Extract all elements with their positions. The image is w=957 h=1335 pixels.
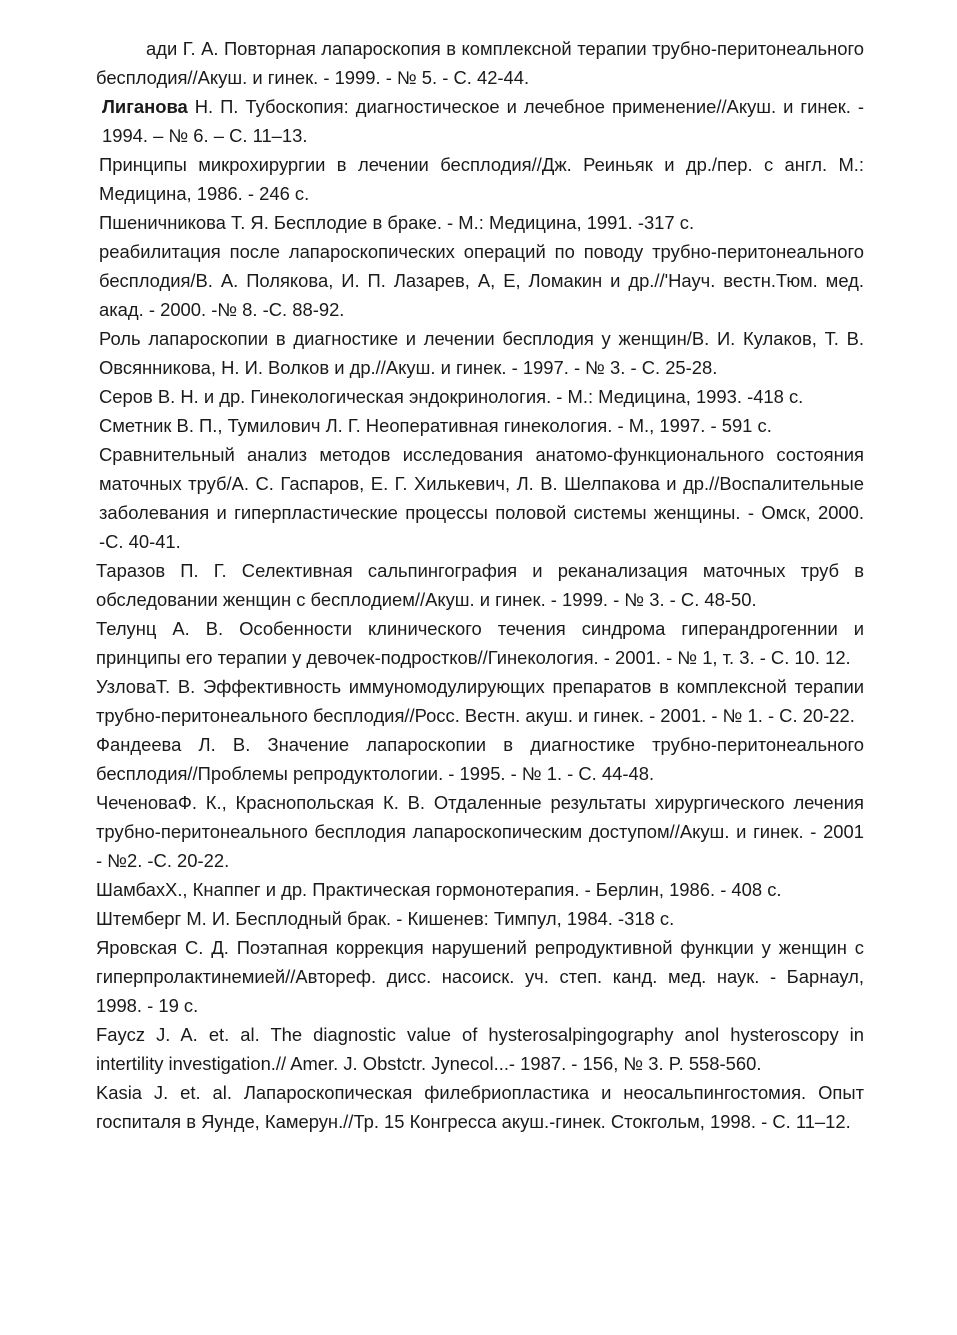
reference-text: Пшеничникова Т. Я. Бесплодие в браке. - М.: Медицина, 1991. -317 с. bbox=[99, 212, 695, 233]
reference-entry bbox=[96, 34, 864, 92]
reference-entry bbox=[96, 1020, 864, 1078]
reference-entry bbox=[96, 788, 864, 875]
reference-entry bbox=[96, 324, 864, 382]
reference-text: Таразов П. Г. Селективная сальпингография и реканализация маточных труб в обследовании женщин с бесплодием//Акуш. и гинек. - 1999. - № 3. - С. 48-50. bbox=[96, 560, 864, 610]
reference-text: Телунц А. В. Особенности клинического течения синдрома гиперандрогеннии и принципы его терапии у девочек-подростков//Гинекология. - 2001. - № 1, т. 3. - С. 10. 12. bbox=[96, 618, 864, 668]
reference-entry bbox=[96, 150, 864, 208]
reference-entry bbox=[96, 208, 864, 237]
reference-entry bbox=[96, 440, 864, 556]
reference-entry bbox=[96, 382, 864, 411]
reference-entry bbox=[96, 411, 864, 440]
reference-text: Faycz J. A. et. al. The diagnostic value of hysterosalpingography anol hysteroscopy in intertility investigation.// Amer. J. Obstctr. Jynecol...- 1987. - 156, № 3. P. 558-560. bbox=[96, 1024, 864, 1074]
reference-text: Н. П. Тубоскопия: диагностическое и лечебное применение//Акуш. и гинек. - 1994. – № 6. – С. 11–13. bbox=[102, 96, 864, 146]
reference-entry bbox=[96, 556, 864, 614]
reference-text: ШамбахХ., Кнаппег и др. Практическая гормонотерапия. - Берлин, 1986. - 408 с. bbox=[96, 879, 782, 900]
reference-text: Серов В. Н. и др. Гинекологическая эндокринология. - М.: Медицина, 1993. -418 с. bbox=[99, 386, 804, 407]
reference-text: Яровская С. Д. Поэтапная коррекция нарушений репродуктивной функции у женщин с гиперпролактинемией//Автореф. дисс. насоиск. уч. степ. канд. мед. наук. - Барнаул, 1998. - 19 с. bbox=[96, 937, 864, 1016]
reference-entry bbox=[96, 904, 864, 933]
reference-text: Фандеева Л. В. Значение лапароскопии в диагностике трубно-перитонеального бесплодия//Проблемы репродуктологии. - 1995. - № 1. - С. 44-48. bbox=[96, 734, 864, 784]
reference-text: УзловаТ. В. Эффективность иммуномодулирующих препаратов в комплексной терапии трубно-перитонеального бесплодия//Росс. Вестн. акуш. и гинек. - 2001. - № 1. - С. 20-22. bbox=[96, 676, 864, 726]
reference-entry bbox=[96, 1078, 864, 1136]
reference-text: Kasia J. et. al. Лапароскопическая филебриопластика и неосальпингостомия. Опыт госпиталя в Яунде, Камерун.//Тр. 15 Конгресса акуш.-гинек. Стокгольм, 1998. - С. 11–12. bbox=[96, 1082, 864, 1132]
reference-text: ЧеченоваФ. К., Краснопольская К. В. Отдаленные результаты хирургического лечения трубно-перитонеального бесплодия лапароскопическим доступом//Акуш. и гинек. - 2001 - №2. -С. 20-22. bbox=[96, 792, 864, 871]
reference-entry bbox=[96, 672, 864, 730]
reference-text: Роль лапароскопии в диагностике и лечении бесплодия у женщин/В. И. Кулаков, Т. В. Овсянникова, Н. И. Волков и др.//Акуш. и гинек. - 1997. - № 3. - С. 25-28. bbox=[99, 328, 864, 378]
reference-entry bbox=[96, 730, 864, 788]
reference-entry bbox=[96, 614, 864, 672]
reference-text: ади Г. А. Повторная лапароскопия в комплексной терапии трубно-перитонеального бесплодия//Акуш. и гинек. - 1999. - № 5. - С. 42-44. bbox=[96, 38, 864, 88]
reference-author-bold: Лиганова bbox=[102, 96, 188, 117]
reference-text: Штемберг М. И. Бесплодный брак. - Кишенев: Тимпул, 1984. -318 с. bbox=[96, 908, 675, 929]
reference-list bbox=[96, 34, 864, 1136]
reference-entry bbox=[96, 237, 864, 324]
reference-text: Принципы микрохирургии в лечении бесплодия//Дж. Реиньяк и др./пер. с англ. М.: Медицина, 1986. - 246 с. bbox=[99, 154, 864, 204]
reference-entry bbox=[96, 92, 864, 150]
reference-text: Сравнительный анализ методов исследования анатомо-функционального состояния маточных труб/А. С. Гаспаров, Е. Г. Хилькевич, Л. В. Шелпакова и др.//Воспалительные заболевания и гиперпластические процессы половой системы женщины. - Омск, 2000. -С. 40-41. bbox=[99, 444, 864, 552]
reference-text: Сметник В. П., Тумилович Л. Г. Неоперативная гинекология. - М., 1997. - 591 с. bbox=[99, 415, 772, 436]
reference-entry bbox=[96, 933, 864, 1020]
reference-entry bbox=[96, 875, 864, 904]
reference-text: реабилитация после лапароскопических операций по поводу трубно-перитонеального бесплодия/В. А. Полякова, И. П. Лазарев, А, Е, Ломакин и др.//'Науч. вестн.Тюм. мед. акад. - 2000. -№ 8. -С. 88-92. bbox=[99, 241, 864, 320]
